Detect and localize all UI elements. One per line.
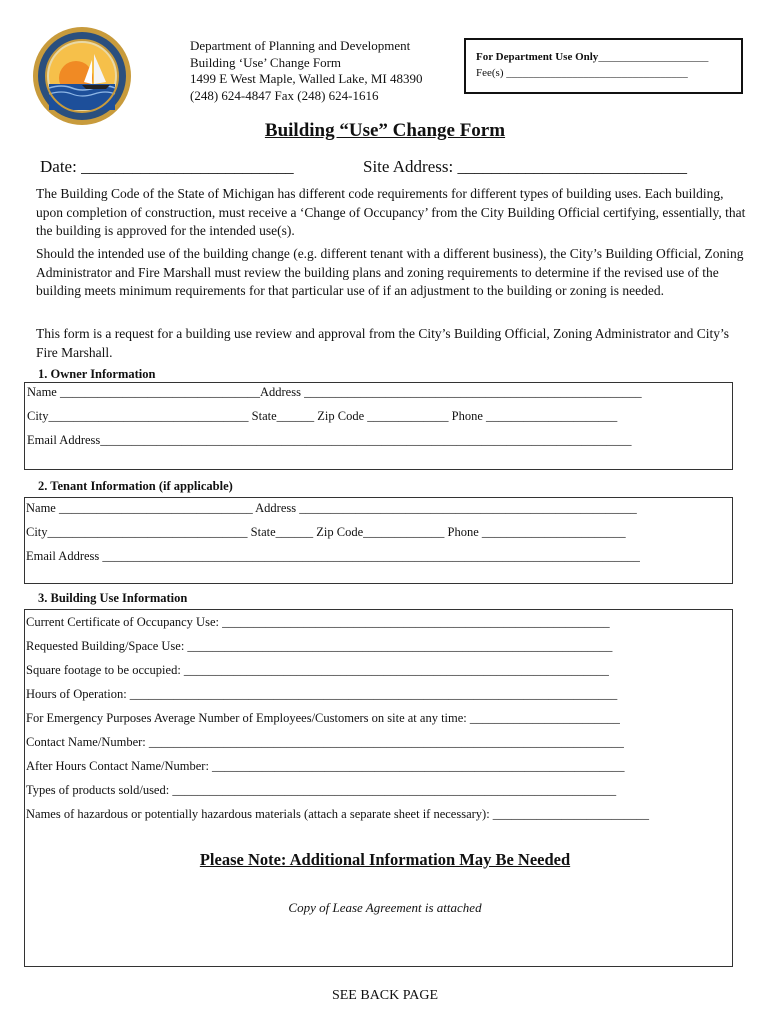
- additional-info-note: Please Note: Additional Information May Be Needed: [199, 850, 571, 869]
- site-address-field[interactable]: Site Address: ___________________________: [363, 157, 687, 176]
- tenant-name-address-field[interactable]: Name _______________________________ Address ______________________________________________________: [26, 501, 637, 515]
- department-address: [190, 38, 422, 104]
- owner-city-state-zip-phone-field[interactable]: City________________________________ State______ Zip Code _____________ Phone _____________________: [27, 409, 618, 423]
- square-footage-field[interactable]: Square footage to be occupied: ____________________________________________________________________: [26, 663, 609, 677]
- after-hours-contact-field[interactable]: After Hours Contact Name/Number: __________________________________________________________________: [26, 759, 625, 773]
- intro-paragraph: This form is a request for a building use review and approval from the City’s Building Official, Zoning Administrator and City’s Fire Marshall.: [36, 326, 730, 360]
- contact-field[interactable]: Contact Name/Number: ____________________________________________________________________________: [26, 735, 624, 749]
- tenant-email-field[interactable]: Email Address ______________________________________________________________________________________: [26, 549, 640, 563]
- lease-agreement-note: Copy of Lease Agreement is attached: [288, 900, 482, 915]
- tenant-city-state-zip-phone-field[interactable]: City________________________________ State______ Zip Code_____________ Phone _______________________: [26, 525, 626, 539]
- form-title: Building “Use” Change Form: [264, 120, 506, 141]
- building-use-section-heading: 3. Building Use Information: [38, 591, 188, 605]
- address-line: 1499 E West Maple, Walled Lake, MI 48390: [190, 71, 423, 86]
- owner-section-heading: 1. Owner Information: [38, 367, 156, 381]
- address-line: Building ‘Use’ Change Form: [190, 54, 342, 70]
- date-field[interactable]: Date: _________________________: [40, 157, 294, 176]
- tenant-section-heading: 2. Tenant Information (if applicable): [38, 479, 233, 493]
- employee-count-field[interactable]: For Emergency Purposes Average Number of Employees/Customers on site at any time: ________________________: [26, 711, 620, 725]
- current-occupancy-use-field[interactable]: Current Certificate of Occupancy Use: ______________________________________________________________: [26, 615, 610, 629]
- city-seal-logo: [32, 26, 132, 126]
- department-use-line[interactable]: ____________________: [598, 51, 709, 63]
- fees-field[interactable]: Fee(s) _________________________________: [476, 67, 688, 79]
- department-use-box: [464, 38, 743, 94]
- products-field[interactable]: Types of products sold/used: _______________________________________________________________________: [26, 783, 617, 797]
- tenant-section-box: [24, 497, 733, 584]
- hazardous-materials-field[interactable]: Names of hazardous or potentially hazardous materials (attach a separate sheet if necessary): _________________________: [26, 807, 650, 821]
- hours-of-operation-field[interactable]: Hours of Operation: ______________________________________________________________________________: [26, 687, 618, 701]
- intro-paragraph: The Building Code of the State of Michigan has different code requirements for different types of building uses. Each building, upon completion of construction, must receive a ‘Change of Occupancy’ from the City Building Official certifying, essentially, that the building is approved for the intended use(s).: [36, 186, 746, 238]
- address-line: Department of Planning and Development: [190, 38, 411, 53]
- owner-section-box: [24, 382, 733, 470]
- department-use-label: For Department Use Only: [476, 51, 599, 63]
- owner-name-address-field[interactable]: Name ________________________________Address ______________________________________________________: [27, 385, 642, 399]
- owner-email-field[interactable]: Email Address_____________________________________________________________________________________: [27, 433, 632, 447]
- address-line: (248) 624-4847 Fax (248) 624-1616: [190, 87, 379, 103]
- intro-paragraph: Should the intended use of the building change (e.g. different tenant with a different business), the City’s Building Official, Zoning Administrator and Fire Marshall must review the building plans and zoning requirements to determine if the revised use of the building meets minimum requirements for that particular use of if an adjustment to the building or zoning is needed.: [36, 246, 744, 298]
- see-back-page: SEE BACK PAGE: [331, 988, 439, 1003]
- requested-use-field[interactable]: Requested Building/Space Use: ____________________________________________________________________: [26, 639, 613, 653]
